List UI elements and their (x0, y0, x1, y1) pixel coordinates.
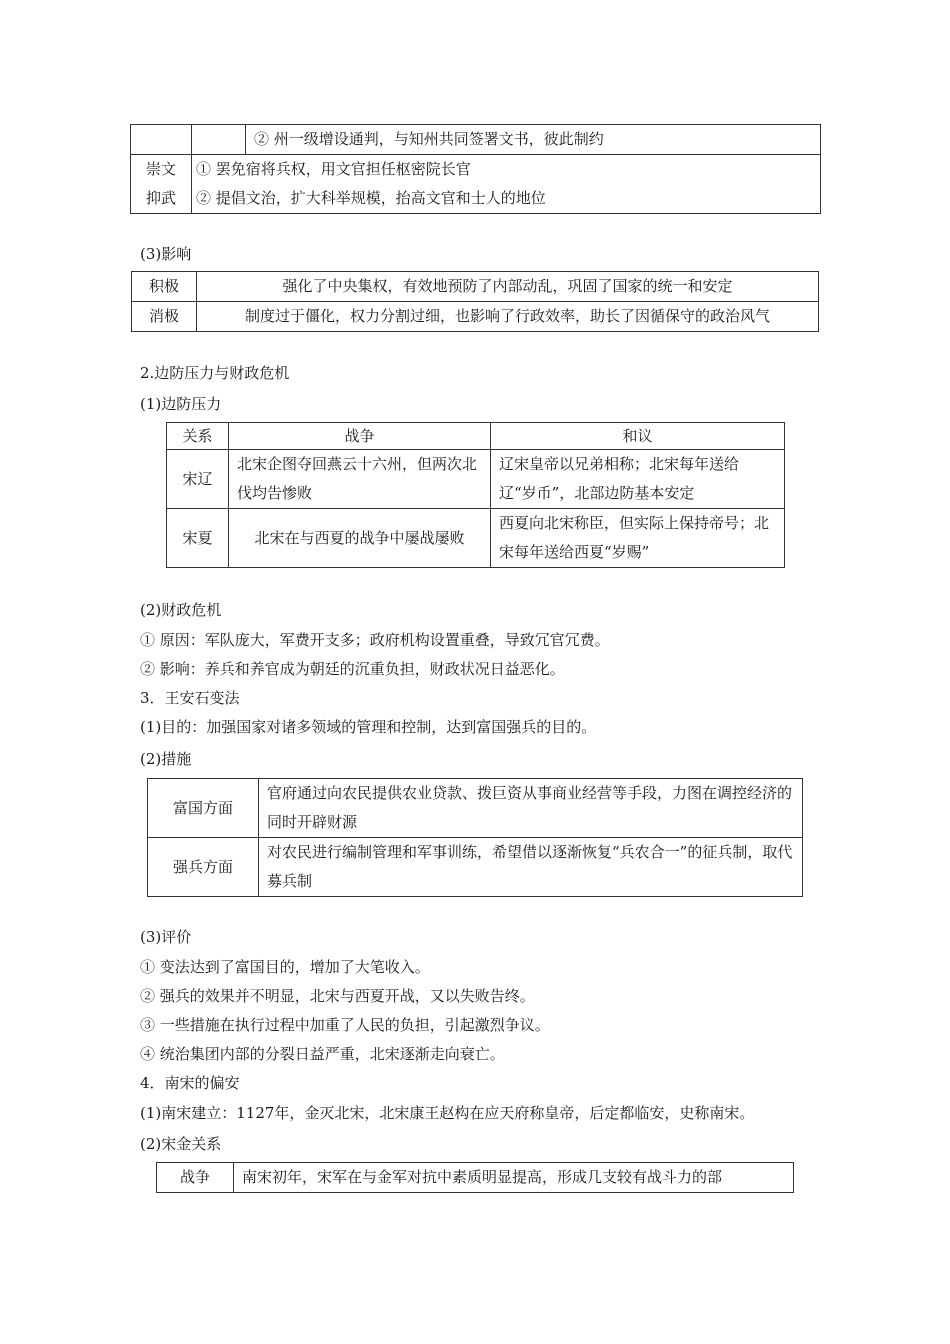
table-row (131, 125, 821, 155)
paragraph: ② 影响：养兵和养官成为朝廷的沉重负担，财政状况日益恶化。 (140, 660, 565, 678)
relation-text: 南宋初年，宋军在与金军对抗中素质明显提高，形成几支较有战斗力的部 (234, 1163, 794, 1193)
policy-cell: ② 州一级增设通判，与知州共同签署文书，彼此制约 (246, 125, 821, 155)
list-item: ② 强兵的效果并不明显，北宋与西夏开战，又以失败告终。 (140, 987, 535, 1005)
measure-label: 强兵方面 (148, 838, 259, 897)
section-title: 3．王安石变法 (140, 689, 240, 707)
group-label-line: 崇文 (145, 160, 176, 178)
subsection-heading: (3)评价 (140, 928, 192, 946)
table-header-row (167, 423, 785, 450)
table-row (131, 155, 821, 185)
column-header: 关系 (167, 423, 229, 450)
column-header: 战争 (229, 423, 491, 450)
relation-label: 战争 (157, 1163, 234, 1193)
border-table (166, 422, 785, 568)
policy-table (130, 124, 821, 214)
table-row (167, 450, 785, 509)
war-cell: 北宋在与西夏的战争中屡战屡败 (229, 509, 491, 568)
policy-cell: ② 提倡文治，扩大科举规模，抬高文官和士人的地位 (192, 184, 821, 214)
measure-label: 富国方面 (148, 779, 259, 838)
table-row (132, 302, 819, 332)
measures-table (147, 778, 803, 897)
list-item: ④ 统治集团内部的分裂日益严重，北宋逐渐走向衰亡。 (140, 1045, 505, 1063)
table-row (148, 779, 803, 838)
column-header: 和议 (491, 423, 785, 450)
influence-text: 制度过于僵化，权力分割过细，也影响了行政效率，助长了因循保守的政治风气 (197, 302, 819, 332)
paragraph: (1)目的：加强国家对诸多领域的管理和控制，达到富国强兵的目的。 (140, 718, 597, 736)
subsection-heading: (2)财政危机 (140, 601, 222, 619)
measure-text: 对农民进行编制管理和军事训练，希望借以逐渐恢复“兵农合一”的征兵制，取代募兵制 (259, 838, 803, 897)
section-heading: (3)影响 (140, 245, 192, 263)
influence-label: 积极 (132, 272, 197, 302)
group-label-line: 抑武 (145, 189, 176, 207)
policy-cell: ① 罢免宿将兵权，用文官担任枢密院长官 (192, 155, 821, 185)
list-item: ③ 一些措施在执行过程中加重了人民的负担，引起激烈争议。 (140, 1016, 550, 1034)
relations-table (156, 1162, 794, 1193)
group-label-cell (131, 155, 192, 214)
peace-cell: 西夏向北宋称臣，但实际上保持帝号；北宋每年送给西夏“岁赐” (491, 509, 785, 568)
war-cell: 北宋企图夺回燕云十六州，但两次北伐均告惨败 (229, 450, 491, 509)
measure-text: 官府通过向农民提供农业贷款、拨巨资从事商业经营等手段，力图在调控经济的同时开辟财源 (259, 779, 803, 838)
relation-cell: 宋夏 (167, 509, 229, 568)
table-row (157, 1163, 794, 1193)
subsection-heading: (2)措施 (140, 750, 192, 768)
influence-table (131, 271, 819, 332)
subsection-heading: (1)边防压力 (140, 395, 222, 413)
peace-cell: 辽宋皇帝以兄弟相称；北宋每年送给辽“岁币”，北部边防基本安定 (491, 450, 785, 509)
paragraph: (1)南宋建立：1127年，金灭北宋，北宋康王赵构在应天府称皇帝，后定都临安，史称南宋。 (140, 1104, 755, 1122)
influence-text: 强化了中央集权，有效地预防了内部动乱，巩固了国家的统一和安定 (197, 272, 819, 302)
section-title: 2.边防压力与财政危机 (140, 364, 290, 382)
relation-cell: 宋辽 (167, 450, 229, 509)
table-row (131, 184, 821, 214)
table-row (167, 509, 785, 568)
influence-label: 消极 (132, 302, 197, 332)
list-item: ① 变法达到了富国目的，增加了大笔收入。 (140, 958, 430, 976)
subsection-heading: (2)宋金关系 (140, 1135, 222, 1153)
section-title: 4．南宋的偏安 (140, 1074, 240, 1092)
table-row (148, 838, 803, 897)
table-row (132, 272, 819, 302)
paragraph: ① 原因：军队庞大，军费开支多；政府机构设置重叠，导致冗官冗费。 (140, 631, 610, 649)
